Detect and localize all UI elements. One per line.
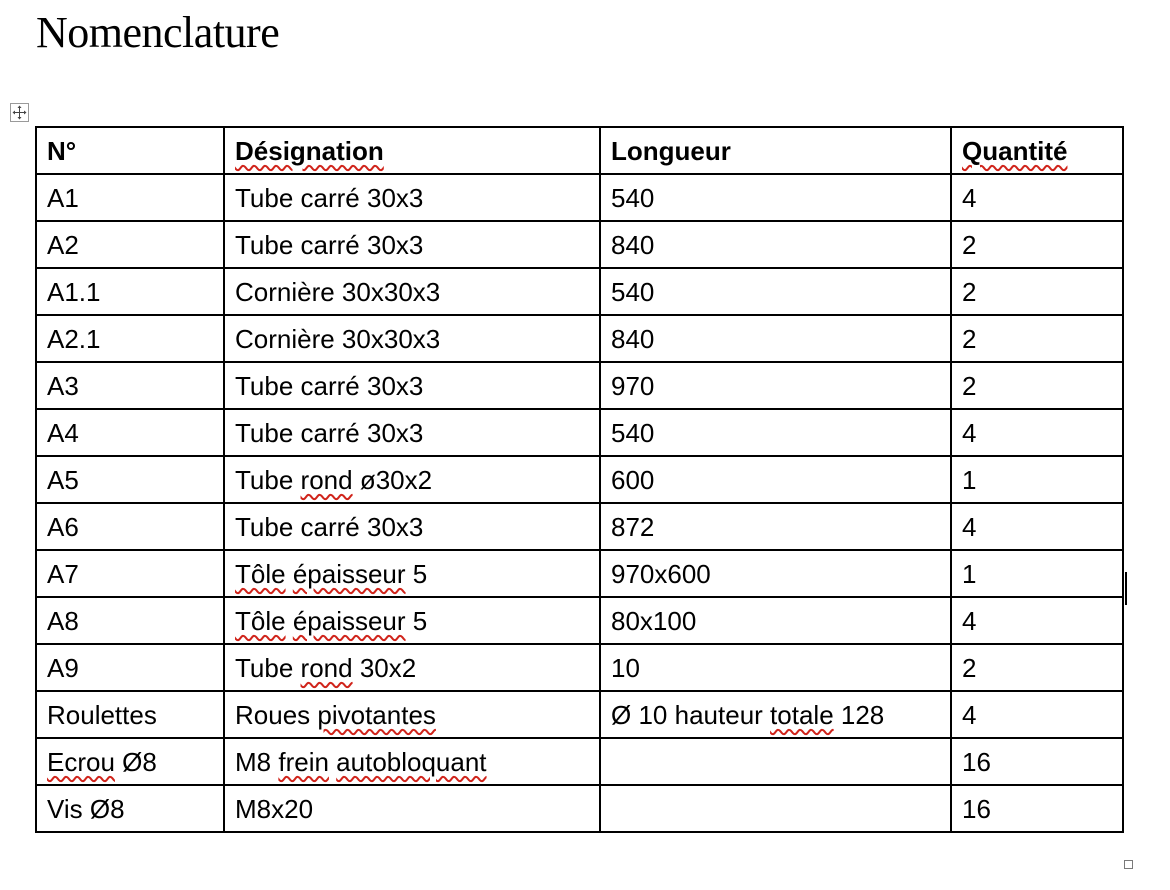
table-row [36, 644, 1123, 691]
cell-num[interactable]: A1 [36, 174, 224, 221]
spellcheck-flagged-word: épaisseur [292, 558, 406, 589]
cell-quantity[interactable]: 16 [951, 738, 1123, 785]
cell-quantity[interactable]: 1 [951, 550, 1123, 597]
cell-quantity[interactable]: 4 [951, 409, 1123, 456]
cell-quantity[interactable]: 16 [951, 785, 1123, 832]
spellcheck-flagged-word: Désignation [235, 135, 384, 166]
spellcheck-flagged-word: Tôle [235, 558, 286, 589]
cell-designation[interactable]: Tube carré 30x3 [224, 362, 600, 409]
cell-length[interactable]: 540 [600, 174, 951, 221]
cell-quantity[interactable]: 4 [951, 503, 1123, 550]
cell-length[interactable]: 840 [600, 315, 951, 362]
cell-length[interactable]: 540 [600, 409, 951, 456]
cell-length[interactable]: Ø 10 hauteur totale 128 [600, 691, 951, 738]
document-title: Nomenclature [36, 8, 280, 57]
cell-designation[interactable]: Cornière 30x30x3 [224, 315, 600, 362]
table-row [36, 362, 1123, 409]
spellcheck-flagged-word: rond [300, 464, 353, 495]
nomenclature-table [35, 126, 1124, 833]
table-resize-handle[interactable] [1124, 860, 1133, 869]
header-designation[interactable] [224, 127, 600, 174]
cell-num[interactable]: A8 [36, 597, 224, 644]
header-length[interactable]: Longueur [600, 127, 951, 174]
cell-num[interactable]: A2.1 [36, 315, 224, 362]
table-row [36, 738, 1123, 785]
table-row [36, 268, 1123, 315]
cell-designation[interactable]: Tube carré 30x3 [224, 221, 600, 268]
cell-num[interactable]: A7 [36, 550, 224, 597]
cell-length[interactable] [600, 738, 951, 785]
cell-num[interactable]: Vis Ø8 [36, 785, 224, 832]
cell-quantity[interactable]: 2 [951, 315, 1123, 362]
table-row [36, 691, 1123, 738]
spellcheck-flagged-word: rond [300, 652, 353, 683]
cell-num[interactable]: A3 [36, 362, 224, 409]
cell-quantity[interactable]: 4 [951, 597, 1123, 644]
cell-num[interactable]: A1.1 [36, 268, 224, 315]
cell-quantity[interactable]: 1 [951, 456, 1123, 503]
cell-length[interactable] [600, 785, 951, 832]
table-row [36, 315, 1123, 362]
cell-num[interactable]: A6 [36, 503, 224, 550]
table-row [36, 174, 1123, 221]
spellcheck-flagged-word: autobloquant [336, 746, 487, 777]
cell-designation[interactable]: M8 frein autobloquant [224, 738, 600, 785]
spellcheck-flagged-word: Tôle [235, 605, 286, 636]
cell-quantity[interactable]: 4 [951, 691, 1123, 738]
cell-num[interactable]: A9 [36, 644, 224, 691]
cell-quantity[interactable]: 2 [951, 221, 1123, 268]
cell-num[interactable]: A2 [36, 221, 224, 268]
table-header-row [36, 127, 1123, 174]
cell-designation[interactable]: Tôle épaisseur 5 [224, 550, 600, 597]
cell-length[interactable]: 540 [600, 268, 951, 315]
spellcheck-flagged-word: Ecrou [47, 746, 115, 777]
cell-designation[interactable]: Tube carré 30x3 [224, 503, 600, 550]
table-row [36, 409, 1123, 456]
spellcheck-flagged-word: totale [770, 699, 834, 730]
cell-designation[interactable]: Tube rond 30x2 [224, 644, 600, 691]
text-cursor [1125, 572, 1127, 605]
cell-num[interactable]: A4 [36, 409, 224, 456]
spellcheck-flagged-word: pivotantes [317, 699, 436, 730]
cell-length[interactable]: 80x100 [600, 597, 951, 644]
four-arrows-move-icon [12, 105, 27, 120]
spellcheck-flagged-word: Quantité [962, 135, 1068, 166]
cell-length[interactable]: 970 [600, 362, 951, 409]
cell-length[interactable]: 872 [600, 503, 951, 550]
table-row [36, 221, 1123, 268]
cell-num[interactable]: Roulettes [36, 691, 224, 738]
cell-designation[interactable]: Cornière 30x30x3 [224, 268, 600, 315]
cell-num[interactable]: Ecrou Ø8 [36, 738, 224, 785]
cell-length[interactable]: 600 [600, 456, 951, 503]
cell-quantity[interactable]: 2 [951, 362, 1123, 409]
cell-designation[interactable]: Tube carré 30x3 [224, 409, 600, 456]
cell-length[interactable]: 10 [600, 644, 951, 691]
cell-designation[interactable]: M8x20 [224, 785, 600, 832]
table-row [36, 456, 1123, 503]
cell-length[interactable]: 840 [600, 221, 951, 268]
cell-designation[interactable]: Tôle épaisseur 5 [224, 597, 600, 644]
cell-quantity[interactable]: 2 [951, 268, 1123, 315]
table-row [36, 550, 1123, 597]
spellcheck-flagged-word: épaisseur [292, 605, 406, 636]
cell-designation[interactable]: Tube carré 30x3 [224, 174, 600, 221]
cell-quantity[interactable]: 2 [951, 644, 1123, 691]
cell-designation[interactable]: Tube rond ø30x2 [224, 456, 600, 503]
header-num[interactable]: N° [36, 127, 224, 174]
spellcheck-flagged-word: frein [278, 746, 329, 777]
cell-num[interactable]: A5 [36, 456, 224, 503]
table-row [36, 503, 1123, 550]
table-row [36, 785, 1123, 832]
table-row [36, 597, 1123, 644]
cell-designation[interactable]: Roues pivotantes [224, 691, 600, 738]
cell-length[interactable]: 970x600 [600, 550, 951, 597]
cell-quantity[interactable]: 4 [951, 174, 1123, 221]
header-quantity[interactable] [951, 127, 1123, 174]
table-move-handle-icon[interactable] [10, 103, 29, 122]
